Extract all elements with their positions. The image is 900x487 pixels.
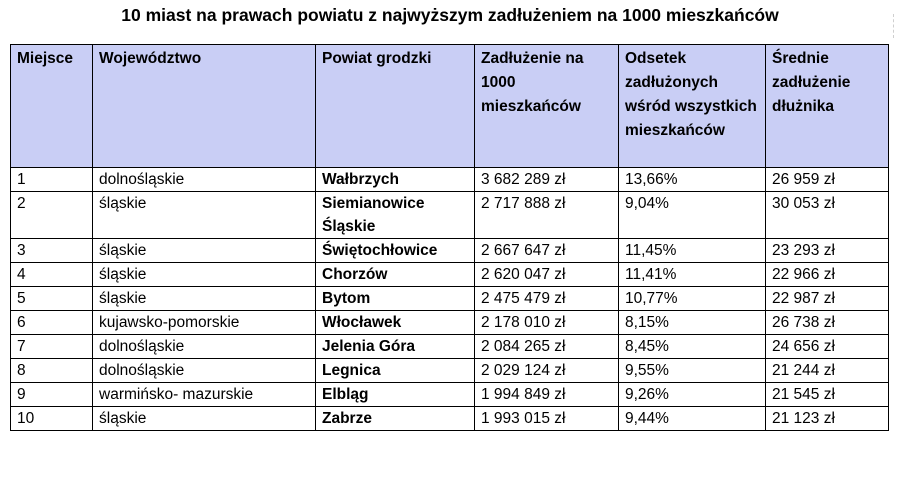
cell-place: 6 (11, 311, 93, 335)
cell-average-debt: 26 959 zł (766, 168, 889, 192)
cell-voivodeship: kujawsko-pomorskie (93, 311, 316, 335)
header-debt-per-1000: Zadłużenie na 1000 mieszkańców (475, 45, 619, 168)
cell-share-indebted: 9,26% (619, 383, 766, 407)
table-row (11, 311, 889, 335)
debt-table-container (10, 44, 888, 431)
cell-debt-per-1000: 2 475 479 zł (475, 287, 619, 311)
cell-debt-per-1000: 2 620 047 zł (475, 263, 619, 287)
cell-voivodeship: śląskie (93, 407, 316, 431)
cell-city: Świętochłowice (316, 239, 475, 263)
cell-voivodeship: śląskie (93, 263, 316, 287)
table-row (11, 335, 889, 359)
cell-average-debt: 21 545 zł (766, 383, 889, 407)
cell-place: 8 (11, 359, 93, 383)
cell-debt-per-1000: 1 994 849 zł (475, 383, 619, 407)
table-row (11, 407, 889, 431)
cell-city: Elbląg (316, 383, 475, 407)
header-place: Miejsce (11, 45, 93, 168)
cell-share-indebted: 13,66% (619, 168, 766, 192)
cell-city: Chorzów (316, 263, 475, 287)
cell-place: 1 (11, 168, 93, 192)
cell-voivodeship: warmińsko- mazurskie (93, 383, 316, 407)
cell-debt-per-1000: 2 717 888 zł (475, 192, 619, 239)
cell-place: 9 (11, 383, 93, 407)
cell-share-indebted: 10,77% (619, 287, 766, 311)
cell-city: Jelenia Góra (316, 335, 475, 359)
table-row (11, 168, 889, 192)
cell-average-debt: 22 966 zł (766, 263, 889, 287)
table-row (11, 287, 889, 311)
cell-average-debt: 24 656 zł (766, 335, 889, 359)
cell-city: Włocławek (316, 311, 475, 335)
cell-share-indebted: 11,45% (619, 239, 766, 263)
cell-place: 3 (11, 239, 93, 263)
table-row (11, 239, 889, 263)
header-share-indebted: Odsetek zadłużonych wśród wszystkich mieszkańców (619, 45, 766, 168)
cell-average-debt: 21 244 zł (766, 359, 889, 383)
cell-city: Legnica (316, 359, 475, 383)
cell-share-indebted: 8,45% (619, 335, 766, 359)
cell-debt-per-1000: 2 029 124 zł (475, 359, 619, 383)
cell-voivodeship: dolnośląskie (93, 168, 316, 192)
cell-debt-per-1000: 2 667 647 zł (475, 239, 619, 263)
cell-city: Bytom (316, 287, 475, 311)
cell-debt-per-1000: 2 178 010 zł (475, 311, 619, 335)
cell-voivodeship: śląskie (93, 192, 316, 239)
header-voivodeship: Województwo (93, 45, 316, 168)
cell-average-debt: 23 293 zł (766, 239, 889, 263)
table-header-row (11, 45, 889, 168)
header-average-debt: Średnie zadłużenie dłużnika (766, 45, 889, 168)
debt-table (10, 44, 889, 431)
cell-voivodeship: dolnośląskie (93, 359, 316, 383)
cell-share-indebted: 9,04% (619, 192, 766, 239)
cell-voivodeship: śląskie (93, 239, 316, 263)
cell-place: 4 (11, 263, 93, 287)
header-city-county: Powiat grodzki (316, 45, 475, 168)
cell-average-debt: 21 123 zł (766, 407, 889, 431)
cell-place: 10 (11, 407, 93, 431)
cell-share-indebted: 9,44% (619, 407, 766, 431)
cell-average-debt: 30 053 zł (766, 192, 889, 239)
cell-city: Zabrze (316, 407, 475, 431)
table-row (11, 359, 889, 383)
cell-debt-per-1000: 3 682 289 zł (475, 168, 619, 192)
cell-place: 5 (11, 287, 93, 311)
cell-city: Siemianowice Śląskie (316, 192, 475, 239)
table-row (11, 263, 889, 287)
cell-place: 2 (11, 192, 93, 239)
cell-debt-per-1000: 2 084 265 zł (475, 335, 619, 359)
table-row (11, 192, 889, 239)
cell-share-indebted: 9,55% (619, 359, 766, 383)
page-edge-marker (893, 14, 900, 38)
cell-share-indebted: 8,15% (619, 311, 766, 335)
cell-voivodeship: dolnośląskie (93, 335, 316, 359)
cell-average-debt: 26 738 zł (766, 311, 889, 335)
cell-voivodeship: śląskie (93, 287, 316, 311)
cell-debt-per-1000: 1 993 015 zł (475, 407, 619, 431)
cell-share-indebted: 11,41% (619, 263, 766, 287)
cell-city: Wałbrzych (316, 168, 475, 192)
table-row (11, 383, 889, 407)
table-title: 10 miast na prawach powiatu z najwyższym zadłużeniem na 1000 mieszkańców (121, 5, 779, 25)
cell-average-debt: 22 987 zł (766, 287, 889, 311)
cell-place: 7 (11, 335, 93, 359)
